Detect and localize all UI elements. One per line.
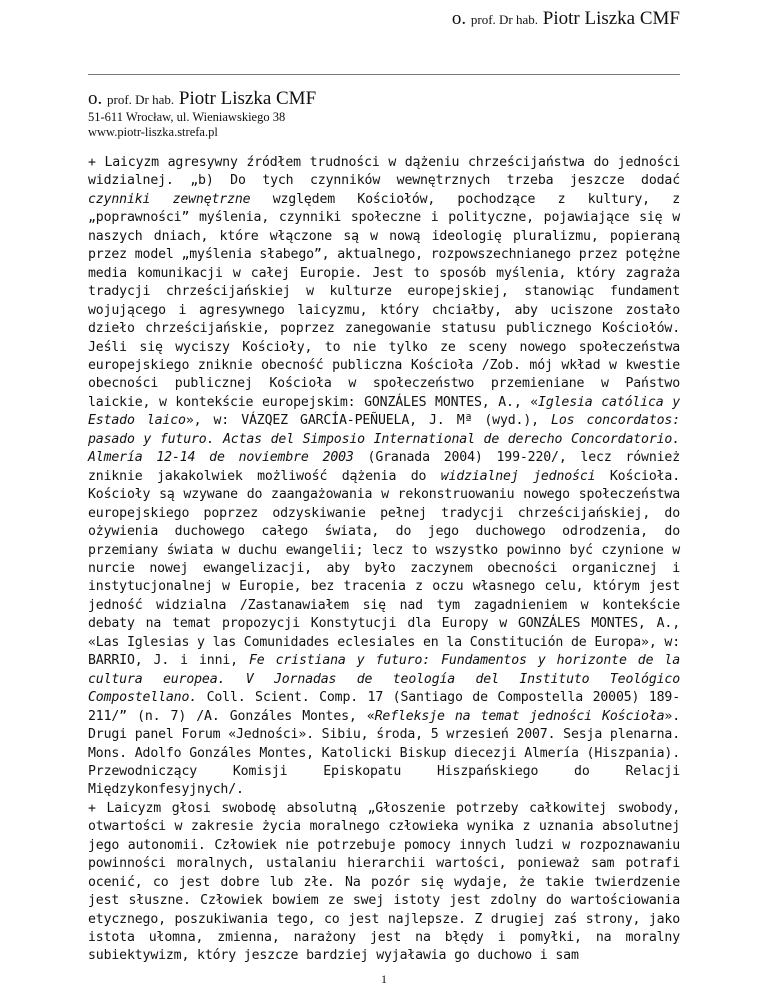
text-run: Kościoła. Kościoły są wzywane do zaangażowania w rekonstruowaniu nowego społeczeństwa europejskiego poprzez odzyskiwanie pełnej tradycji chrześcijańskiej, do ożywienia duchowego całego świata, do jego duchowego odrodzenia, do przemiany świata w duchu ewangelii; lecz to wszystko powinno być czynione w nurcie nowej ewangelizacji, aby było zaczynem obecności organicznej i instytucjonalnej w Europie, bez tracenia z oczu własnego celu, którym jest jedność widzialna /Zastanawiałem się nad tym zagadnieniem w kontekście debaty na temat propozycji Konstytucji dla Europy w GONZÁLES MONTES, A., «Las Iglesias y las Comunidades eclesiales en la Constitución de Europa», w: BARRIO, J. i inni, (88, 468, 681, 669)
body-text (88, 154, 680, 966)
author-name: Piotr Liszka CMF (178, 88, 317, 109)
header-author-name: Piotr Liszka CMF (542, 8, 680, 29)
text-run-italic: Fe cristiana y futuro: Fundamentos y horizonte de la cultura europea. V Jornadas de teología del Instituto Teológico Compostellano. (88, 653, 680, 706)
text-run-italic: Los concordatos: pasado y futuro. Actas del Simposio International de derecho Concordatorio. Almería 12-14 de noviembre 2003 (88, 413, 681, 466)
header-academic-title: prof. Dr hab. (470, 12, 539, 27)
text-run: względem Kościołów, pochodzące z kultury, z „poprawności” myślenia, czynniki społeczne i polityczne, pojawiające się w naszych dniach, które włączone są w nową ideologię pluralizmu, popieraną przez model „myślenia słabego”, aktualnego, rozpowszechnianego przez potężne media komunikacji w całej Europie. Jest to sposób myślenia, który zagraża tradycji chrześcijańskiej w kulturze europejskiej, stanowiąc fundament wojującego i agresywnego laicyzmu, który chciałby, aby uciszone zostało dzieło chrześcijańskie, poprzez zanegowanie statusu publicznego Kościołów. Jeśli się wyciszy Kościoły, to nie tylko ze sceny nowego społeczeństwa europejskiego zniknie obecność publiczna Kościoła /Zob. mój wkład w kwestie obecności publicznej Kościoła w społeczeństwo przemieniane w Państwo laickie, w kontekście europejskim: GONZÁLES MONTES, A., « (88, 191, 681, 410)
header-prefix: o. (451, 8, 467, 29)
text-run: + Laicyzm agresywny źródłem trudności w dążeniu chrześcijaństwa do jedności widzialnej. „b) Do tych czynników wewnętrznych trzeba jeszcze dodać (88, 155, 680, 189)
text-run-italic: Refleksje na temat jedności Kościoła (374, 708, 665, 724)
text-run: », w: VÁZQEZ GARCÍA-PEÑUELA, J. Mª (wyd.), (185, 413, 552, 429)
running-header (452, 8, 680, 30)
author-block (88, 88, 316, 140)
text-run: (Granada 2004) 199-220/, lecz również zniknie jakakolwiek możliwość dążenia do (88, 450, 680, 484)
text-run-italic: Iglesia católica y Estado laico (88, 394, 680, 429)
author-address: 51-611 Wrocław, ul. Wieniawskiego 38 (88, 110, 286, 124)
author-academic-title: prof. Dr hab. (107, 92, 175, 107)
text-run: Coll. Scient. Comp. 17 (Santiago de Compostella 20005) 189-211/” (n. 7) /A. Gonzáles Montes, « (88, 690, 680, 724)
header-divider (88, 74, 680, 75)
text-run-italic: czynniki zewnętrzne (88, 191, 251, 207)
page-number: 1 (381, 972, 387, 986)
author-name-line (88, 88, 316, 110)
text-run-italic: widzialnej jedności (440, 468, 596, 484)
author-prefix: o. (88, 88, 103, 109)
author-website: www.piotr-liszka.strefa.pl (88, 125, 218, 139)
paragraph-1 (88, 154, 680, 800)
text-run: ». Drugi panel Forum «Jedności». Sibiu, środa, 5 wrzesień 2007. Sesja plenarna. Mons. Adolfo Gonzáles Montes, Katolicki Biskup diecezji Almería (Hiszpania). Przewodniczący Komisji Episkopatu Hiszpańskiego do Relacji Międzykonfesyjnych/. (88, 708, 681, 798)
paragraph-2: + Laicyzm głosi swobodę absolutną „Głoszenie potrzeby całkowitej swobody, otwartości w zakresie życia moralnego człowieka wynika z uznania absolutnej jego autonomii. Człowiek nie potrzebuje pomocy innych ludzi w rozpoznawaniu powinności moralnych, ustalaniu hierarchii wartości, ponieważ sam potrafi ocenić, co jest dobre lub złe. Na pozór się wydaje, że takie twierdzenie jest słuszne. Człowiek bowiem ze swej istoty jest zdolny do wartościowania etycznego, poszukiwania tego, co jest najlepsze. Z drugiej zaś strony, jako istota ułomna, zmienna, narażony jest na błędy i pomyłki, na moralny subiektywizm, który jeszcze bardziej wyjaławia go duchowo i sam (88, 800, 680, 964)
